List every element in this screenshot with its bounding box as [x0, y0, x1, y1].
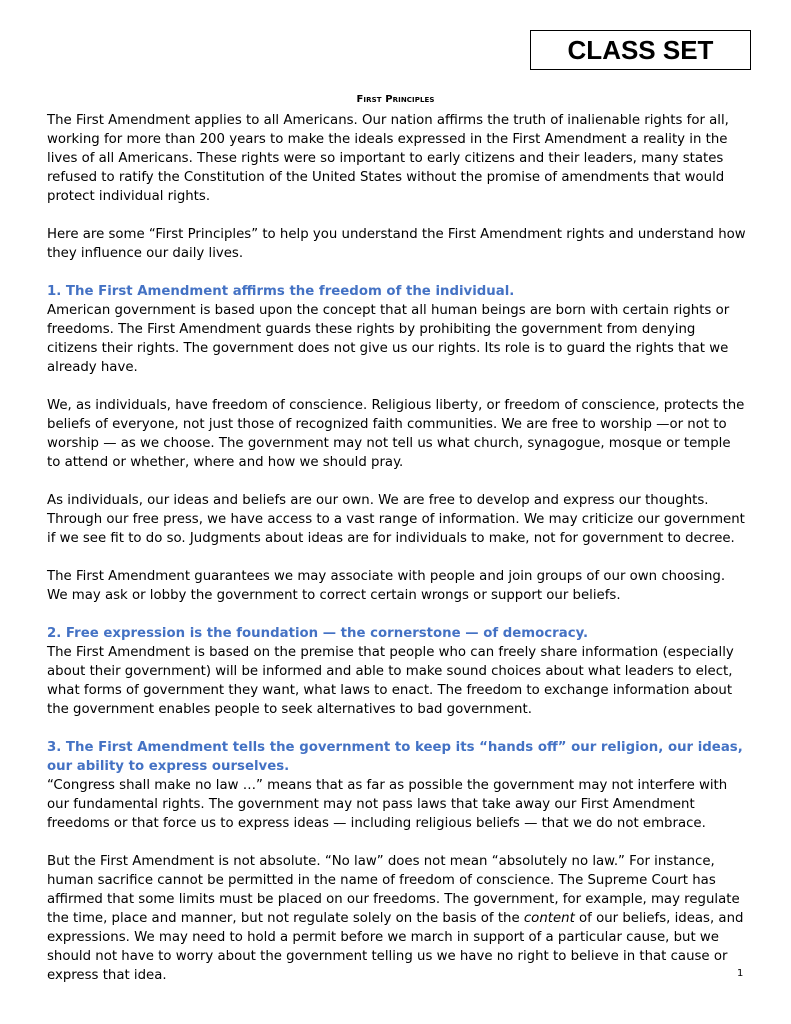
document-body [47, 111, 747, 985]
final-paragraph-emphasis: content [523, 911, 575, 926]
section-1-paragraph-2: We, as individuals, have freedom of conscience. Religious liberty, or freedom of conscience, protects the beliefs of everyone, not just those of recognized faith communities. We are free to worship —or not to worship — as we choose. The government may not tell us what church, synagogue, mosque or temple to attend or whether, where and how we should pray. [47, 398, 745, 470]
section-3-heading: 3. The First Amendment tells the government to keep its “hands off” our religion, our ideas, our ability to express ourselves. [47, 740, 743, 774]
page-number: 1 [737, 968, 744, 979]
final-paragraph-end: of our beliefs, ideas, and expressions. We may need to hold a permit before we march in support of a particular cause, but we should not have to worry about the government telling us we have no right to believe in that cause or express that idea. [47, 911, 744, 983]
class-set-badge: CLASS SET [530, 30, 751, 70]
section-3-paragraph-1: “Congress shall make no law …” means that as far as possible the government may not interfere with our fundamental rights. The government may not pass laws that take away our First Amendment freedoms or that force us to express ideas — including religious beliefs — that we do not embrace. [47, 778, 728, 831]
document-title: First Principles [356, 94, 435, 105]
section-1-paragraph-4: The First Amendment guarantees we may associate with people and join groups of our own choosing. We may ask or lobby the government to correct certain wrongs or support our beliefs. [47, 569, 726, 603]
intro-paragraph-2: Here are some “First Principles” to help you understand the First Amendment rights and understand how they influence our daily lives. [47, 227, 746, 261]
section-2-heading: 2. Free expression is the foundation — the cornerstone — of democracy. [47, 626, 589, 641]
section-1-paragraph-1: American government is based upon the concept that all human beings are born with certain rights or freedoms. The First Amendment guards these rights by prohibiting the government from denying citizens their rights. The government does not give us our rights. Its role is to guard the rights that we already have. [47, 303, 730, 375]
section-1-paragraph-3: As individuals, our ideas and beliefs are our own. We are free to develop and express our thoughts. Through our free press, we have access to a vast range of information. We may criticize our government if we see fit to do so. Judgments about ideas are for individuals to make, not for government to decree. [47, 493, 745, 546]
section-1-heading: 1. The First Amendment affirms the freedom of the individual. [47, 284, 515, 299]
final-paragraph-start: But the First Amendment is not absolute. “No law” does not mean “absolutely no law.” For instance, human sacrifice cannot be permitted in the name of freedom of conscience. The Supreme Court has affirmed that some limits must be placed on our freedoms. The government, for example, may regulate the time, place and manner, but not regulate solely on the basis of the [47, 854, 740, 926]
final-paragraph [47, 852, 747, 985]
intro-paragraph-1: The First Amendment applies to all Americans. Our nation affirms the truth of inalienable rights for all, working for more than 200 years to make the ideals expressed in the First Amendment a reality in the lives of all Americans. These rights were so important to early citizens and their leaders, many states refused to ratify the Constitution of the United States without the promise of amendments that would protect individual rights. [47, 113, 729, 204]
section-2-paragraph-1: The First Amendment is based on the premise that people who can freely share information (especially about their government) will be informed and able to make sound choices about what leaders to elect, what forms of government they want, what laws to enact. The freedom to exchange information about the government enables people to seek alternatives to bad government. [47, 645, 734, 717]
